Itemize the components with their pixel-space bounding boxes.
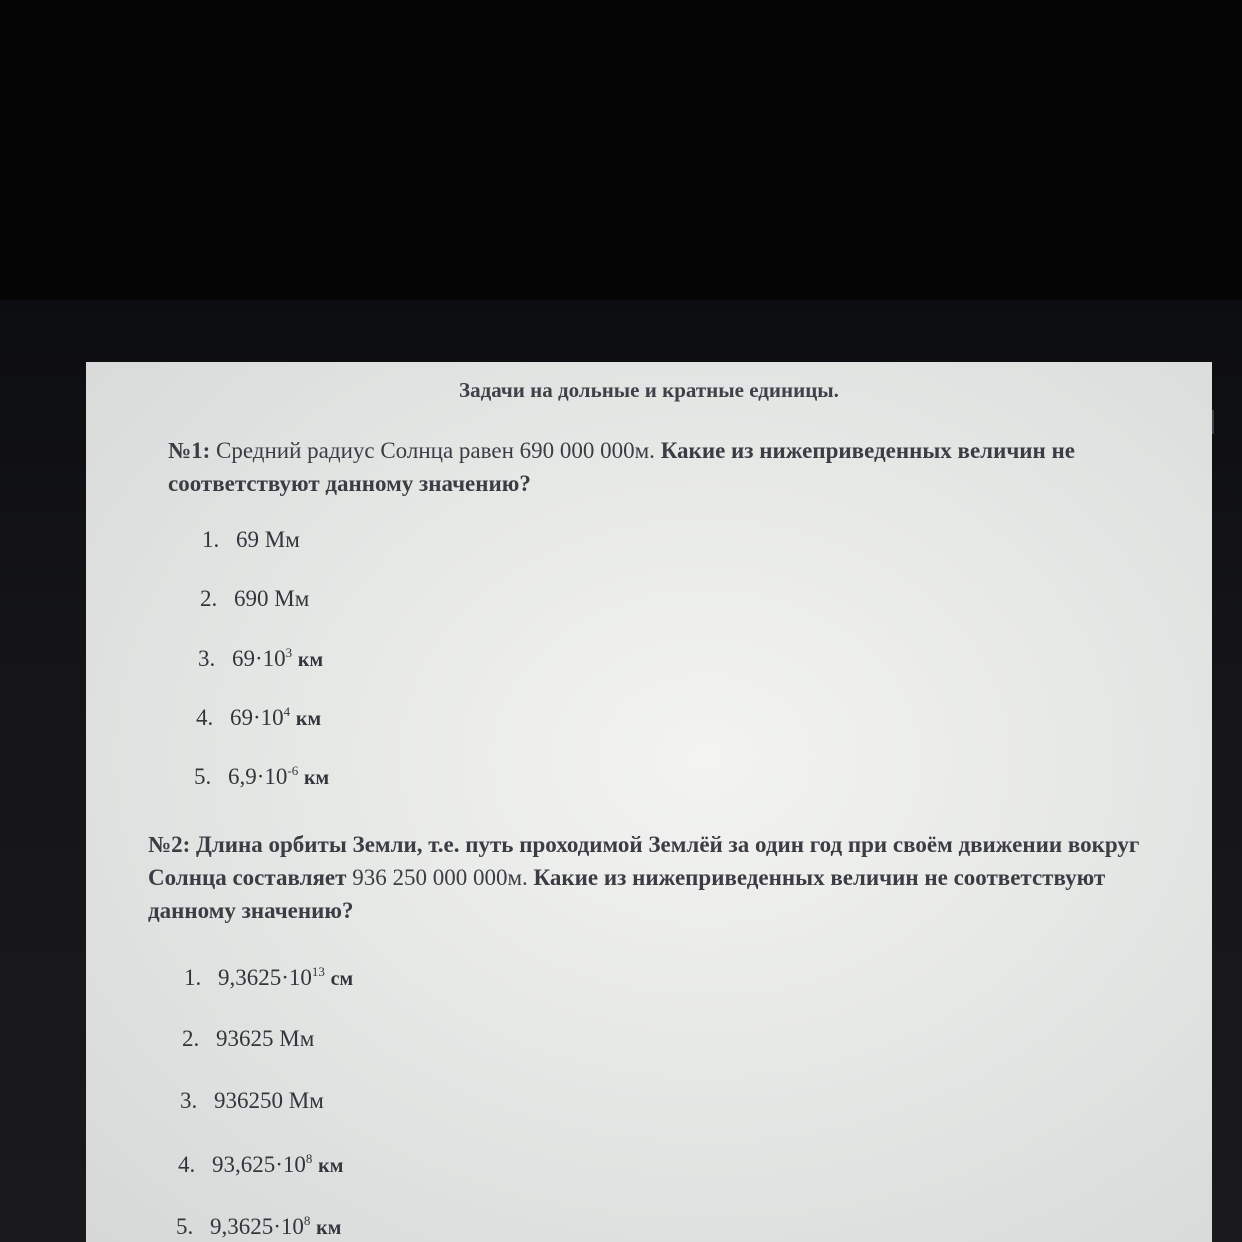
problem-1-option-5 (194, 763, 329, 790)
problem-2-option-5 (176, 1213, 341, 1240)
problem-1-label: №1: (168, 438, 211, 463)
option-value: 690 Мм (234, 586, 310, 611)
problem-1-statement: Средний радиус Солнца равен (216, 438, 514, 463)
option-value: 69 Мм (236, 527, 300, 552)
option-index: 4. (178, 1152, 196, 1177)
option-unit: см (330, 968, 354, 990)
option-unit: км (297, 649, 324, 671)
document-title: Задачи на дольные и кратные единицы. (459, 378, 839, 402)
problem-2-value: 936 250 000 000м. (352, 865, 528, 890)
problem-2-option-2 (182, 1026, 314, 1052)
problem-2-option-1 (184, 964, 353, 991)
problem-2-question: Какие из нижеприведенных величин не соответствуют данному значению? (148, 865, 1106, 923)
option-value: 69·10 (230, 705, 284, 730)
option-index: 1. (202, 527, 220, 552)
option-unit: км (316, 1217, 342, 1239)
option-unit: км (295, 708, 322, 730)
problem-1-text (168, 434, 1178, 500)
option-value: 93625 Мм (216, 1026, 315, 1051)
option-exponent: 3 (285, 645, 293, 660)
option-index: 3. (198, 646, 216, 671)
option-value: 936250 Мм (214, 1088, 324, 1113)
option-index: 5. (176, 1214, 194, 1239)
option-value: 9,3625·10 (210, 1214, 304, 1239)
document-page (86, 362, 1212, 1242)
problem-1-option-1 (202, 527, 300, 553)
option-value: 93,625·10 (212, 1152, 306, 1177)
option-index: 4. (196, 705, 214, 730)
problem-1-option-3 (198, 645, 323, 672)
problem-2-label: №2: (148, 832, 191, 857)
problem-2-option-3 (180, 1088, 324, 1114)
problem-1-value: 690 000 000м. (519, 438, 655, 463)
option-unit: км (318, 1155, 344, 1177)
option-exponent: 13 (311, 964, 325, 979)
option-exponent: 8 (303, 1213, 311, 1228)
problem-1-option-4 (196, 704, 321, 731)
option-index: 3. (180, 1088, 198, 1113)
option-index: 1. (184, 965, 202, 990)
option-value: 9,3625·10 (218, 965, 312, 990)
problem-2-text (148, 828, 1178, 927)
problem-1-question: Какие из нижеприведенных величин не соответствуют данному значению? (168, 438, 1076, 496)
problem-2-option-4 (178, 1151, 343, 1178)
option-value: 69·10 (232, 646, 286, 671)
option-unit: км (304, 767, 330, 789)
option-index: 2. (182, 1026, 200, 1051)
option-exponent: 4 (283, 704, 291, 719)
option-exponent: -6 (287, 763, 299, 778)
option-index: 2. (200, 586, 218, 611)
option-value: 6,9·10 (228, 764, 288, 789)
option-exponent: 8 (305, 1151, 313, 1166)
option-index: 5. (194, 764, 212, 789)
problem-2-statement: Длина орбиты Земли, т.е. путь проходимой Землёй за один год при своём движении вокруг Солнца составляет (148, 832, 1140, 890)
problem-1-option-2 (200, 586, 309, 612)
